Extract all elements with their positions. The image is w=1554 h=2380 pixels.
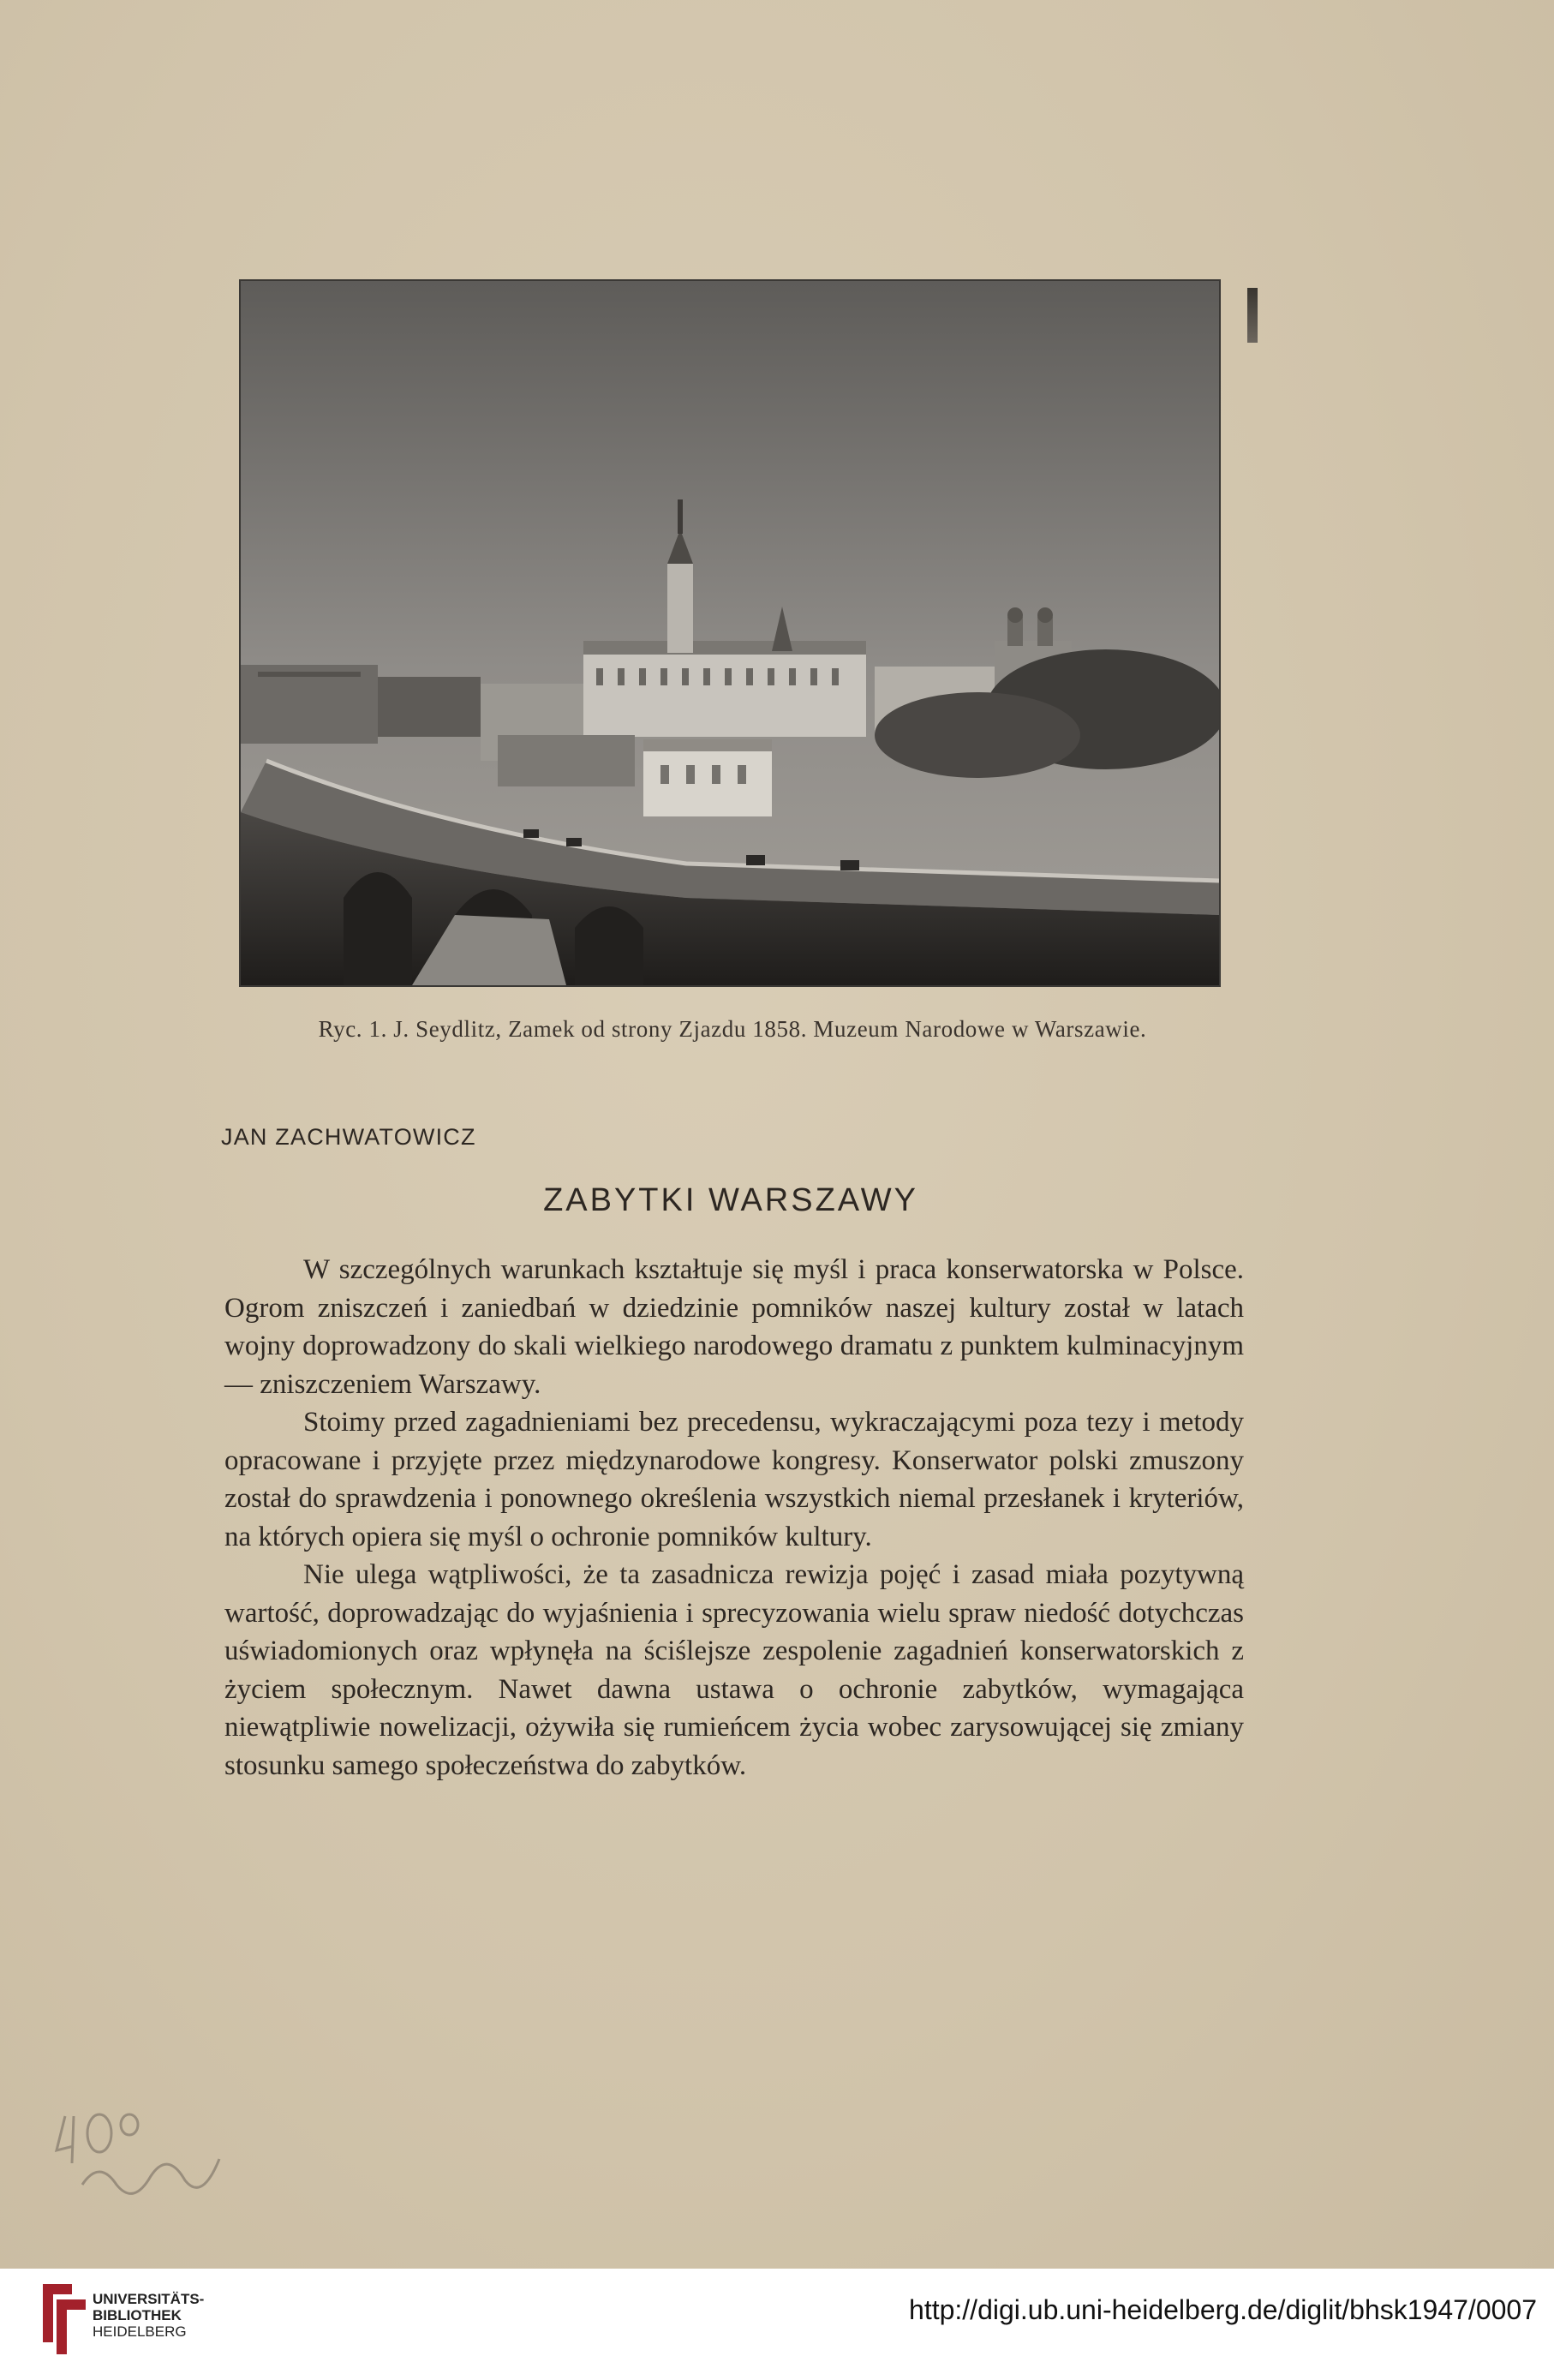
paragraph-2: Stoimy przed zagadnieniami bez precedensu, wykraczającymi poza tezy i metody opracowane i przyjęte przez międzynarodowe kongresy. Konserwator polski zmuszony został do sprawdzenia i ponownego określenia wszystkich niemal przesłanek i kryteriów, na których opiera się myśl o ochronie pomników kultury. [224,1407,1244,1552]
scan-edge-mark [1247,288,1258,343]
library-name-line2: BIBLIOTHEK [93,2307,182,2323]
article-title: ZABYTKI WARSZAWY [543,1182,918,1218]
library-footer [0,2269,1554,2380]
library-logo-icon [38,2279,91,2358]
pencil-annotation [48,2099,245,2210]
library-name [93,2291,204,2340]
source-url [909,2294,1537,2326]
article-author: JAN ZACHWATOWICZ [221,1124,476,1150]
library-name-line3: HEIDELBERG [93,2323,187,2340]
paragraph-3: Nie ulega wątpliwości, że ta zasadnicza rewizja pojęć i zasad miała pozytywną wartość, doprowadzając do wyjaśnienia i sprecyzowania wielu spraw niedość dotychczas uświadomionych oraz wpłynęła na ściślejsze zespolenie zagadnień konserwatorskich z życiem społecznym. Nawet dawna ustawa o ochronie zabytków, wymagająca niewątpliwie nowelizacji, ożywiła się rumieńcem życia wobec zarysowującej się zmiany stosunku samego społeczeństwa do zabytków. [224,1559,1244,1781]
castle-photograph [241,281,1219,985]
article-body [224,1251,1244,1785]
source-url-link[interactable]: http://digi.ub.uni-heidelberg.de/diglit/bhsk1947/0007 [909,2294,1537,2325]
library-name-line1: UNIVERSITÄTS- [93,2291,205,2307]
figure-caption: Ryc. 1. J. Seydlitz, Zamek od strony Zjazdu 1858. Muzeum Narodowe w Warszawie. [318,1016,1147,1042]
paragraph-1: W szczególnych warunkach kształtuje się myśl i praca konserwatorska w Polsce. Ogrom zniszczeń i zaniedbań w dziedzinie pomników naszej kultury został w latach wojny doprowadzony do skali wielkiego narodowego dramatu z punktem kulminacyjnym — zniszczeniem Warszawy. [224,1254,1244,1400]
